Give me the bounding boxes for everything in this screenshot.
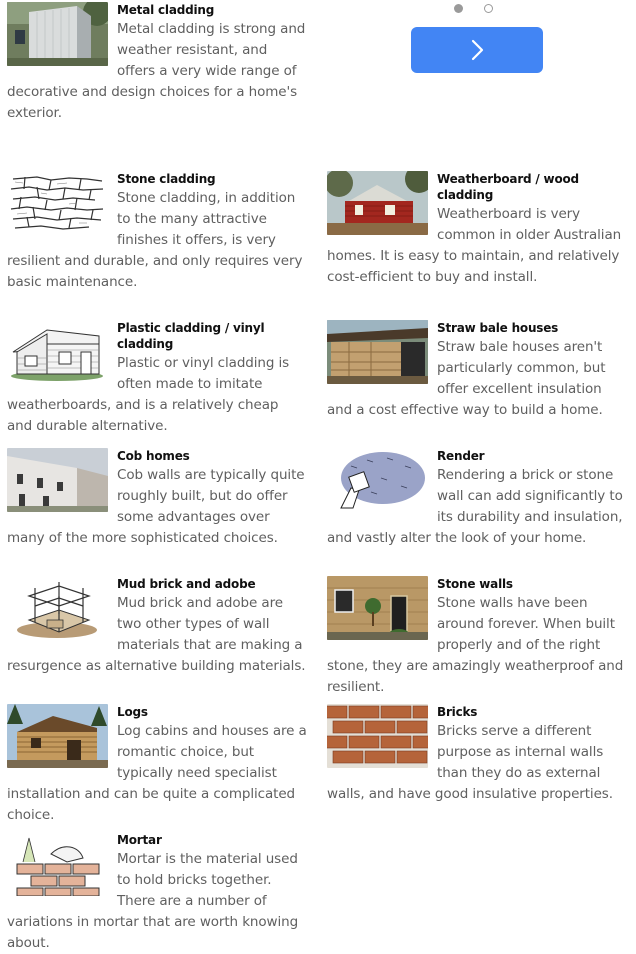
card-straw-bale[interactable]	[327, 320, 627, 421]
card-title[interactable]: Render	[437, 449, 485, 463]
card-stone-cladding[interactable]	[7, 171, 307, 293]
plastic-cladding-image	[7, 320, 108, 384]
card-description: Rendering a brick or stone wall can add significantly to its durability and insulation, and vastly alter the look of your home.	[327, 467, 623, 546]
stone-cladding-image	[7, 171, 108, 235]
card-title[interactable]: Cob homes	[117, 449, 190, 463]
mortar-image	[7, 832, 108, 896]
carousel-pager	[454, 3, 504, 15]
card-weatherboard[interactable]	[327, 171, 627, 288]
chevron-right-icon	[466, 39, 488, 61]
card-title[interactable]: Mud brick and adobe	[117, 577, 256, 591]
card-description: Mud brick and adobe are two other types of wall materials that are making a resurgence as alternative building materials.	[7, 595, 306, 674]
metal-cladding-image	[7, 2, 108, 66]
card-bricks[interactable]	[327, 704, 627, 805]
card-description: Stone walls have been around forever. When built properly and of the right stone, they are amazingly weatherproof and resilient.	[327, 595, 624, 695]
card-title[interactable]: Mortar	[117, 833, 162, 847]
card-description: Log cabins and houses are a romantic choice, but typically need specialist installation and can be quite a complicated choice.	[7, 723, 307, 823]
card-description: Plastic or vinyl cladding is often made to imitate weatherboards, and is a relatively cheap and durable alternative.	[7, 355, 290, 434]
card-title[interactable]: Stone cladding	[117, 172, 216, 186]
card-title[interactable]: Bricks	[437, 705, 478, 719]
render-image	[327, 448, 428, 512]
card-stone-walls[interactable]	[327, 576, 627, 698]
card-title[interactable]: Logs	[117, 705, 148, 719]
next-button[interactable]	[411, 27, 543, 73]
card-cob-homes[interactable]	[7, 448, 307, 549]
pager-dot-inactive[interactable]	[484, 4, 493, 13]
card-description: Weatherboard is very common in older Australian homes. It is easy to maintain, and relatively cost-efficient to buy and install.	[327, 206, 622, 285]
card-title[interactable]: Weatherboard / wood cladding	[437, 172, 579, 202]
card-description: Mortar is the material used to hold bricks together. There are a number of variations in mortar that are worth knowing about.	[7, 851, 299, 951]
card-title[interactable]: Straw bale houses	[437, 321, 559, 335]
bricks-image	[327, 704, 428, 768]
stone-walls-image	[327, 576, 428, 640]
card-title[interactable]: Metal cladding	[117, 3, 215, 17]
pager-dot-active[interactable]	[454, 4, 463, 13]
card-description: Bricks serve a different purpose as internal walls than they do as external walls, and have good insulative properties.	[327, 723, 613, 802]
card-render[interactable]	[327, 448, 627, 549]
cob-homes-image	[7, 448, 108, 512]
straw-bale-image	[327, 320, 428, 384]
card-title[interactable]: Stone walls	[437, 577, 513, 591]
card-title[interactable]: Plastic cladding / vinyl cladding	[117, 321, 265, 351]
card-logs[interactable]	[7, 704, 307, 826]
card-description: Cob walls are typically quite roughly built, but do offer some advantages over many of the more sophisticated choices.	[7, 467, 305, 546]
logs-image	[7, 704, 108, 768]
card-metal-cladding[interactable]	[7, 2, 307, 124]
mud-brick-image	[7, 576, 108, 640]
card-mud-brick[interactable]	[7, 576, 307, 677]
card-description: Stone cladding, in addition to the many attractive finishes it offers, is very resilient and durable, and only requires very basic maintenance.	[7, 190, 303, 290]
card-description: Metal cladding is strong and weather resistant, and offers a very wide range of decorative and design choices for a home's exterior.	[7, 21, 306, 121]
card-description: Straw bale houses aren't particularly common, but offer excellent insulation and a cost effective way to build a home.	[327, 339, 606, 418]
card-mortar[interactable]	[7, 832, 307, 954]
weatherboard-image	[327, 171, 428, 235]
card-plastic-cladding[interactable]	[7, 320, 307, 437]
